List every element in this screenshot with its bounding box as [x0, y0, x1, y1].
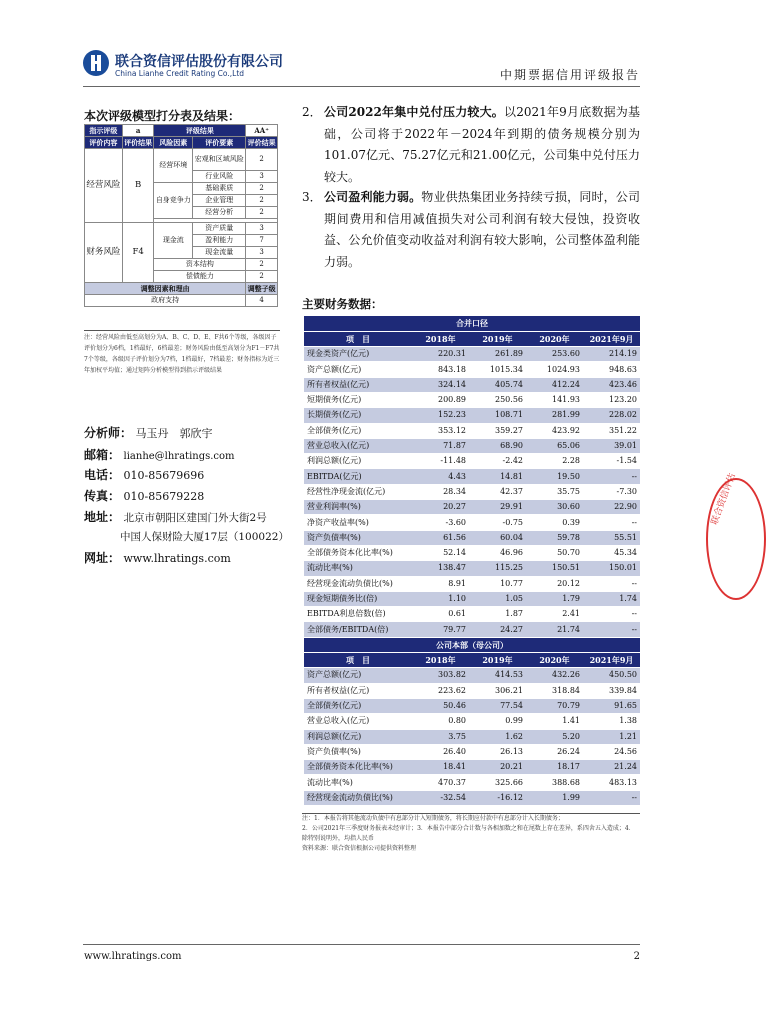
table-cell: 45.34 — [583, 545, 640, 560]
table-cell: 50.46 — [412, 698, 469, 713]
table-cell: 30.60 — [526, 500, 583, 515]
website-value[interactable]: www.lhratings.com — [123, 552, 231, 565]
table-cell: B — [122, 149, 154, 223]
table-cell: 423.92 — [526, 423, 583, 438]
column-header-row — [304, 653, 640, 668]
table-cell: 60.04 — [469, 530, 526, 545]
phone-line — [84, 466, 204, 483]
paragraph-number: 3． — [302, 190, 322, 204]
table-cell: 281.99 — [526, 408, 583, 423]
website-line — [84, 549, 231, 566]
table-cell: -- — [583, 469, 640, 484]
note-divider — [84, 330, 280, 331]
table-cell: 39.01 — [583, 438, 640, 453]
table-cell: 21.74 — [526, 622, 583, 637]
financials-table — [304, 316, 640, 806]
table-cell: 22.90 — [583, 500, 640, 515]
table-cell: 宏观和区域风险 — [193, 149, 246, 171]
table-cell: 评价结果 — [247, 137, 276, 147]
table-cell: 450.50 — [583, 668, 640, 683]
report-title: 中期票据信用评级报告 — [499, 68, 640, 82]
table-cell: 20.27 — [412, 500, 469, 515]
table-cell: 1.05 — [469, 591, 526, 606]
table-cell: 200.89 — [412, 392, 469, 407]
table-cell: 71.87 — [412, 438, 469, 453]
row-label: 流动比率(%) — [304, 775, 412, 790]
company-name-en: China Lianhe Credit Rating Co.,Ltd — [115, 69, 245, 78]
table-row — [304, 530, 640, 545]
company-name-cn: 联合资信评估股份有限公司 — [115, 54, 283, 70]
financials-title: 主要财务数据： — [302, 297, 383, 311]
table-cell: 2 — [246, 259, 278, 271]
table-row — [304, 714, 640, 729]
table-row — [304, 423, 640, 438]
table-cell: 3.75 — [412, 729, 469, 744]
table-cell: 52.14 — [412, 545, 469, 560]
paragraph-2 — [302, 102, 640, 184]
table-cell: 2 — [246, 207, 278, 219]
table-cell: 306.21 — [469, 683, 526, 698]
table-cell: 2 — [246, 149, 278, 171]
column-header: 2020年 — [526, 331, 583, 346]
table-row — [304, 377, 640, 392]
email-value[interactable]: lianhe@lhratings.com — [123, 451, 235, 462]
table-row — [304, 561, 640, 576]
footer-url[interactable]: www.lhratings.com — [84, 951, 182, 962]
table-cell: 79.77 — [412, 622, 469, 637]
section-header-row — [304, 637, 640, 652]
table-cell: 405.74 — [469, 377, 526, 392]
table-row — [304, 591, 640, 606]
table-row — [304, 683, 640, 698]
column-header: 2021年9月 — [583, 653, 640, 668]
paragraph-heading: 公司盈利能力弱。 — [324, 190, 422, 204]
table-cell: 843.18 — [412, 362, 469, 377]
table-cell: 42.37 — [469, 484, 526, 499]
row-label: 资产负债率(%) — [304, 530, 412, 545]
email-line — [84, 446, 235, 463]
fax-value: 010-85679228 — [123, 490, 205, 503]
table-row — [304, 469, 640, 484]
column-header: 2018年 — [412, 331, 469, 346]
table-cell: 61.56 — [412, 530, 469, 545]
table-cell: 现金流量 — [193, 247, 246, 259]
email-label: 邮箱： — [84, 448, 121, 462]
table-row — [304, 576, 640, 591]
analyst-line — [84, 424, 213, 441]
table-cell: 行业风险 — [193, 171, 246, 183]
table-cell: 318.84 — [526, 683, 583, 698]
page-number: 2 — [633, 951, 640, 962]
table-cell: 123.20 — [583, 392, 640, 407]
table-cell: 自身竞争力 — [154, 183, 193, 219]
table-cell: 91.65 — [583, 698, 640, 713]
paragraph-heading: 公司2022年集中兑付压力较大。 — [324, 105, 505, 119]
table-cell: -1.54 — [583, 454, 640, 469]
table-row — [304, 607, 640, 622]
table-cell: 1.41 — [526, 714, 583, 729]
table-cell: -0.75 — [469, 515, 526, 530]
table-cell: 339.84 — [583, 683, 640, 698]
table-cell: 10.77 — [469, 576, 526, 591]
column-header: 2019年 — [469, 653, 526, 668]
table-cell: 风险因素 — [154, 137, 193, 149]
row-label: 营业总收入(亿元) — [304, 714, 412, 729]
table-row — [304, 545, 640, 560]
table-cell: 评价结果 — [124, 137, 153, 147]
page-header — [83, 44, 640, 84]
table-cell: 经营风险 — [85, 149, 123, 223]
table-cell: 18.17 — [526, 760, 583, 775]
table-cell: 7 — [246, 235, 278, 247]
table-cell: 调整因素和理由 — [85, 283, 246, 295]
row-label: 净资产收益率(%) — [304, 515, 412, 530]
address-line — [84, 508, 267, 525]
table-row — [304, 362, 640, 377]
column-header: 2020年 — [526, 653, 583, 668]
address-value-1: 北京市朝阳区建国门外大街2号 — [123, 512, 267, 524]
table-cell: 1.62 — [469, 729, 526, 744]
table-cell: 324.14 — [412, 377, 469, 392]
table-cell: 152.23 — [412, 408, 469, 423]
table-cell: 3 — [246, 171, 278, 183]
table-row — [304, 744, 640, 759]
table-row — [304, 515, 640, 530]
table-cell: 21.24 — [583, 760, 640, 775]
table-cell: 20.12 — [526, 576, 583, 591]
table-row — [304, 484, 640, 499]
table-cell: -16.12 — [469, 790, 526, 805]
table-cell: 8.91 — [412, 576, 469, 591]
row-label: 营业利润率(%) — [304, 500, 412, 515]
table-cell: 483.13 — [583, 775, 640, 790]
table-cell: 303.82 — [412, 668, 469, 683]
table-cell: 1015.34 — [469, 362, 526, 377]
seal-text: 联合资信评估 — [709, 472, 738, 527]
table-cell: 253.60 — [526, 347, 583, 362]
table-cell: -11.48 — [412, 454, 469, 469]
column-header: 项 目 — [304, 331, 412, 346]
table-cell: 26.13 — [469, 744, 526, 759]
table-cell: 261.89 — [469, 347, 526, 362]
table-cell: 26.24 — [526, 744, 583, 759]
table-cell: 19.50 — [526, 469, 583, 484]
table-cell: 评价要素 — [193, 137, 246, 149]
table-cell: 68.90 — [469, 438, 526, 453]
table-row — [304, 408, 640, 423]
table-cell: 5.20 — [526, 729, 583, 744]
row-label: EBITDA利息倍数(倍) — [304, 607, 412, 622]
table-cell: 偿债能力 — [154, 271, 246, 283]
row-label: 经营性净现金流(亿元) — [304, 484, 412, 499]
table-cell: 0.39 — [526, 515, 583, 530]
table-cell: 351.22 — [583, 423, 640, 438]
row-label: EBITDA(亿元) — [304, 469, 412, 484]
table-cell: 26.40 — [412, 744, 469, 759]
table-cell: -7.30 — [583, 484, 640, 499]
table-cell: 250.56 — [469, 392, 526, 407]
row-label: 经营现金流动负债比(%) — [304, 576, 412, 591]
table-cell: 现金流 — [154, 223, 193, 259]
company-seal-stamp — [706, 472, 766, 600]
phone-value: 010-85679696 — [123, 469, 205, 482]
rating-model-note: 注：经营风险由低至高划分为A、B、C、D、E、F共6个等级，各级因子评价划分为6档，1档最好，6档最差；财务风险由低至高划分为F1－F7共7个等级，各级因子评价划分为7档，1档最好，7档最差；财务指标为近三年加权平均值；通过矩阵分析模型得到指示评级结果 — [84, 334, 280, 374]
rating-model-title: 本次评级模型打分表及结果： — [84, 109, 241, 123]
column-header: 项 目 — [304, 653, 412, 668]
table-cell: 4.43 — [412, 469, 469, 484]
table-cell: -- — [583, 790, 640, 805]
table-cell: 46.96 — [469, 545, 526, 560]
row-label: 所有者权益(亿元) — [304, 683, 412, 698]
row-label: 资产总额(亿元) — [304, 668, 412, 683]
address-value-2: 中国人保财险大厦17层（100022） — [120, 531, 289, 543]
table-cell: 388.68 — [526, 775, 583, 790]
table-cell: 1.21 — [583, 729, 640, 744]
row-label: 长期债务(亿元) — [304, 408, 412, 423]
table-cell: AA⁺ — [246, 125, 278, 137]
table-cell: 1.10 — [412, 591, 469, 606]
column-header-row — [304, 331, 640, 346]
rating-model-table — [84, 124, 278, 307]
table-cell: 14.81 — [469, 469, 526, 484]
table-cell: 59.78 — [526, 530, 583, 545]
table-cell: -- — [583, 515, 640, 530]
table-row — [304, 392, 640, 407]
table-cell: 资产质量 — [193, 223, 246, 235]
fax-line — [84, 487, 204, 504]
table-row — [304, 729, 640, 744]
table-cell: 0.80 — [412, 714, 469, 729]
row-label: 现金短期债务比(倍) — [304, 591, 412, 606]
table-cell: 0.61 — [412, 607, 469, 622]
table-cell: -- — [583, 607, 640, 622]
header-divider — [83, 86, 640, 87]
table-row — [304, 454, 640, 469]
table-cell: -- — [583, 622, 640, 637]
table-cell: 3 — [246, 247, 278, 259]
table-cell: 414.53 — [469, 668, 526, 683]
website-label: 网址： — [84, 551, 121, 565]
table-cell: a — [122, 125, 154, 137]
table-cell: 228.02 — [583, 408, 640, 423]
table-cell: 1024.93 — [526, 362, 583, 377]
financials-note — [302, 814, 640, 854]
table-cell: 214.19 — [583, 347, 640, 362]
footer-divider — [83, 944, 640, 945]
table-cell: 35.75 — [526, 484, 583, 499]
row-label: 流动比率(%) — [304, 561, 412, 576]
row-label: 所有者权益(亿元) — [304, 377, 412, 392]
table-cell: 2 — [246, 271, 278, 283]
table-cell: 2 — [246, 195, 278, 207]
table-cell: 70.79 — [526, 698, 583, 713]
table-cell: 141.93 — [526, 392, 583, 407]
table-cell: 150.51 — [526, 561, 583, 576]
table-cell: 政府支持 — [85, 295, 246, 307]
section-header-row — [304, 316, 640, 331]
table-cell: 115.25 — [469, 561, 526, 576]
table-cell: 指示评级 — [85, 125, 123, 137]
row-label: 现金类资产(亿元) — [304, 347, 412, 362]
fin-note-2: 2．公司2021年三季度财务报表未经审计；3．本报告中部分合计数与各相加数之和在尾数上存在差异，系四舍五入造成；4．除特别说明外，均指人民币 — [302, 825, 635, 842]
table-cell: 138.47 — [412, 561, 469, 576]
table-cell: 1.79 — [526, 591, 583, 606]
analyst-label: 分析师： — [84, 426, 133, 440]
row-label: 短期债务(亿元) — [304, 392, 412, 407]
table-row — [304, 775, 640, 790]
column-header: 2019年 — [469, 331, 526, 346]
lianhe-logo-icon — [83, 50, 109, 76]
row-label: 全部债务(亿元) — [304, 423, 412, 438]
paragraph-text: 以2021年9月底数据为基础，公司将于2022年－2024年到期的债务规模分别为101.07亿元、75.27亿元和21.00亿元，公司集中兑付压力较大。 — [324, 105, 640, 184]
row-label: 经营现金流动负债比(%) — [304, 790, 412, 805]
table-cell: 1.38 — [583, 714, 640, 729]
table-cell: 28.34 — [412, 484, 469, 499]
table-cell: 948.63 — [583, 362, 640, 377]
table-cell: 220.31 — [412, 347, 469, 362]
table-cell: 359.27 — [469, 423, 526, 438]
table-cell: 财务风险 — [85, 223, 123, 283]
paragraph-text: 物业供热集团业务持续亏损，同时，公司期间费用和信用减值损失对公司利润有较大侵蚀，投资收益、公允价值变动收益对利润有较大影响，公司整体盈利能力弱。 — [324, 190, 640, 269]
paragraph-number: 2． — [302, 105, 322, 119]
table-cell: 20.21 — [469, 760, 526, 775]
table-cell: 资本结构 — [154, 259, 246, 271]
row-label: 资产总额(亿元) — [304, 362, 412, 377]
table-cell: 432.26 — [526, 668, 583, 683]
row-label: 全部债务资本化比率(%) — [304, 545, 412, 560]
table-cell: 325.66 — [469, 775, 526, 790]
row-label: 资产负债率(%) — [304, 744, 412, 759]
section-label: 公司本部（母公司） — [304, 637, 640, 652]
table-cell: 55.51 — [583, 530, 640, 545]
table-cell: 基础素质 — [193, 183, 246, 195]
table-row — [304, 438, 640, 453]
table-cell: 2 — [246, 183, 278, 195]
table-row — [304, 347, 640, 362]
table-cell: 评级结果 — [154, 125, 246, 137]
table-row — [304, 622, 640, 637]
row-label: 利润总额(亿元) — [304, 454, 412, 469]
table-cell: 353.12 — [412, 423, 469, 438]
table-cell: 223.62 — [412, 683, 469, 698]
table-cell: 经营分析 — [193, 207, 246, 219]
table-row — [304, 790, 640, 805]
table-cell: 0.99 — [469, 714, 526, 729]
table-cell: 企业管理 — [193, 195, 246, 207]
row-label: 全部债务资本化比率(%) — [304, 760, 412, 775]
table-cell: 24.27 — [469, 622, 526, 637]
table-cell: 50.70 — [526, 545, 583, 560]
table-cell: -- — [583, 576, 640, 591]
table-cell: 2.28 — [526, 454, 583, 469]
table-cell: 3 — [246, 223, 278, 235]
fax-label: 传真： — [84, 489, 121, 503]
address-label: 地址： — [84, 510, 121, 524]
table-cell: 4 — [246, 295, 278, 307]
column-header: 2018年 — [412, 653, 469, 668]
table-cell: 29.91 — [469, 500, 526, 515]
table-cell: 470.37 — [412, 775, 469, 790]
table-cell: F4 — [122, 223, 154, 283]
table-cell: 108.71 — [469, 408, 526, 423]
table-cell: 412.24 — [526, 377, 583, 392]
table-cell: 77.54 — [469, 698, 526, 713]
section-label: 合并口径 — [304, 316, 640, 331]
table-cell: -32.54 — [412, 790, 469, 805]
phone-label: 电话： — [84, 468, 121, 482]
row-label: 全部债务(亿元) — [304, 698, 412, 713]
row-label: 全部债务/EBITDA(倍) — [304, 622, 412, 637]
table-cell: 1.74 — [583, 591, 640, 606]
row-label: 利润总额(亿元) — [304, 729, 412, 744]
paragraph-3 — [302, 187, 640, 269]
table-cell: 盈利能力 — [193, 235, 246, 247]
fin-note-1: 注：1．本报告将其他流动负债中有息部分计入短期债务，将长期应付款中有息部分计入长期债务； — [302, 815, 564, 822]
table-row — [304, 500, 640, 515]
table-cell: 1.99 — [526, 790, 583, 805]
table-row — [304, 668, 640, 683]
table-cell: 1.87 — [469, 607, 526, 622]
analyst-names: 马玉丹 郭欣宇 — [135, 427, 213, 440]
table-row — [304, 698, 640, 713]
table-cell: 65.06 — [526, 438, 583, 453]
table-row — [304, 760, 640, 775]
table-cell: 423.46 — [583, 377, 640, 392]
table-cell: -2.42 — [469, 454, 526, 469]
table-cell: 经营环境 — [154, 149, 193, 183]
table-cell: 18.41 — [412, 760, 469, 775]
table-cell: -3.60 — [412, 515, 469, 530]
row-label: 营业总收入(亿元) — [304, 438, 412, 453]
table-cell: 评价内容 — [85, 137, 123, 149]
table-cell: 调整子级 — [247, 283, 276, 293]
column-header: 2021年9月 — [583, 331, 640, 346]
table-cell: 24.56 — [583, 744, 640, 759]
table-cell: 2.41 — [526, 607, 583, 622]
table-cell: 150.01 — [583, 561, 640, 576]
fin-source: 资料来源：联合资信根据公司提供资料整理 — [302, 845, 417, 852]
